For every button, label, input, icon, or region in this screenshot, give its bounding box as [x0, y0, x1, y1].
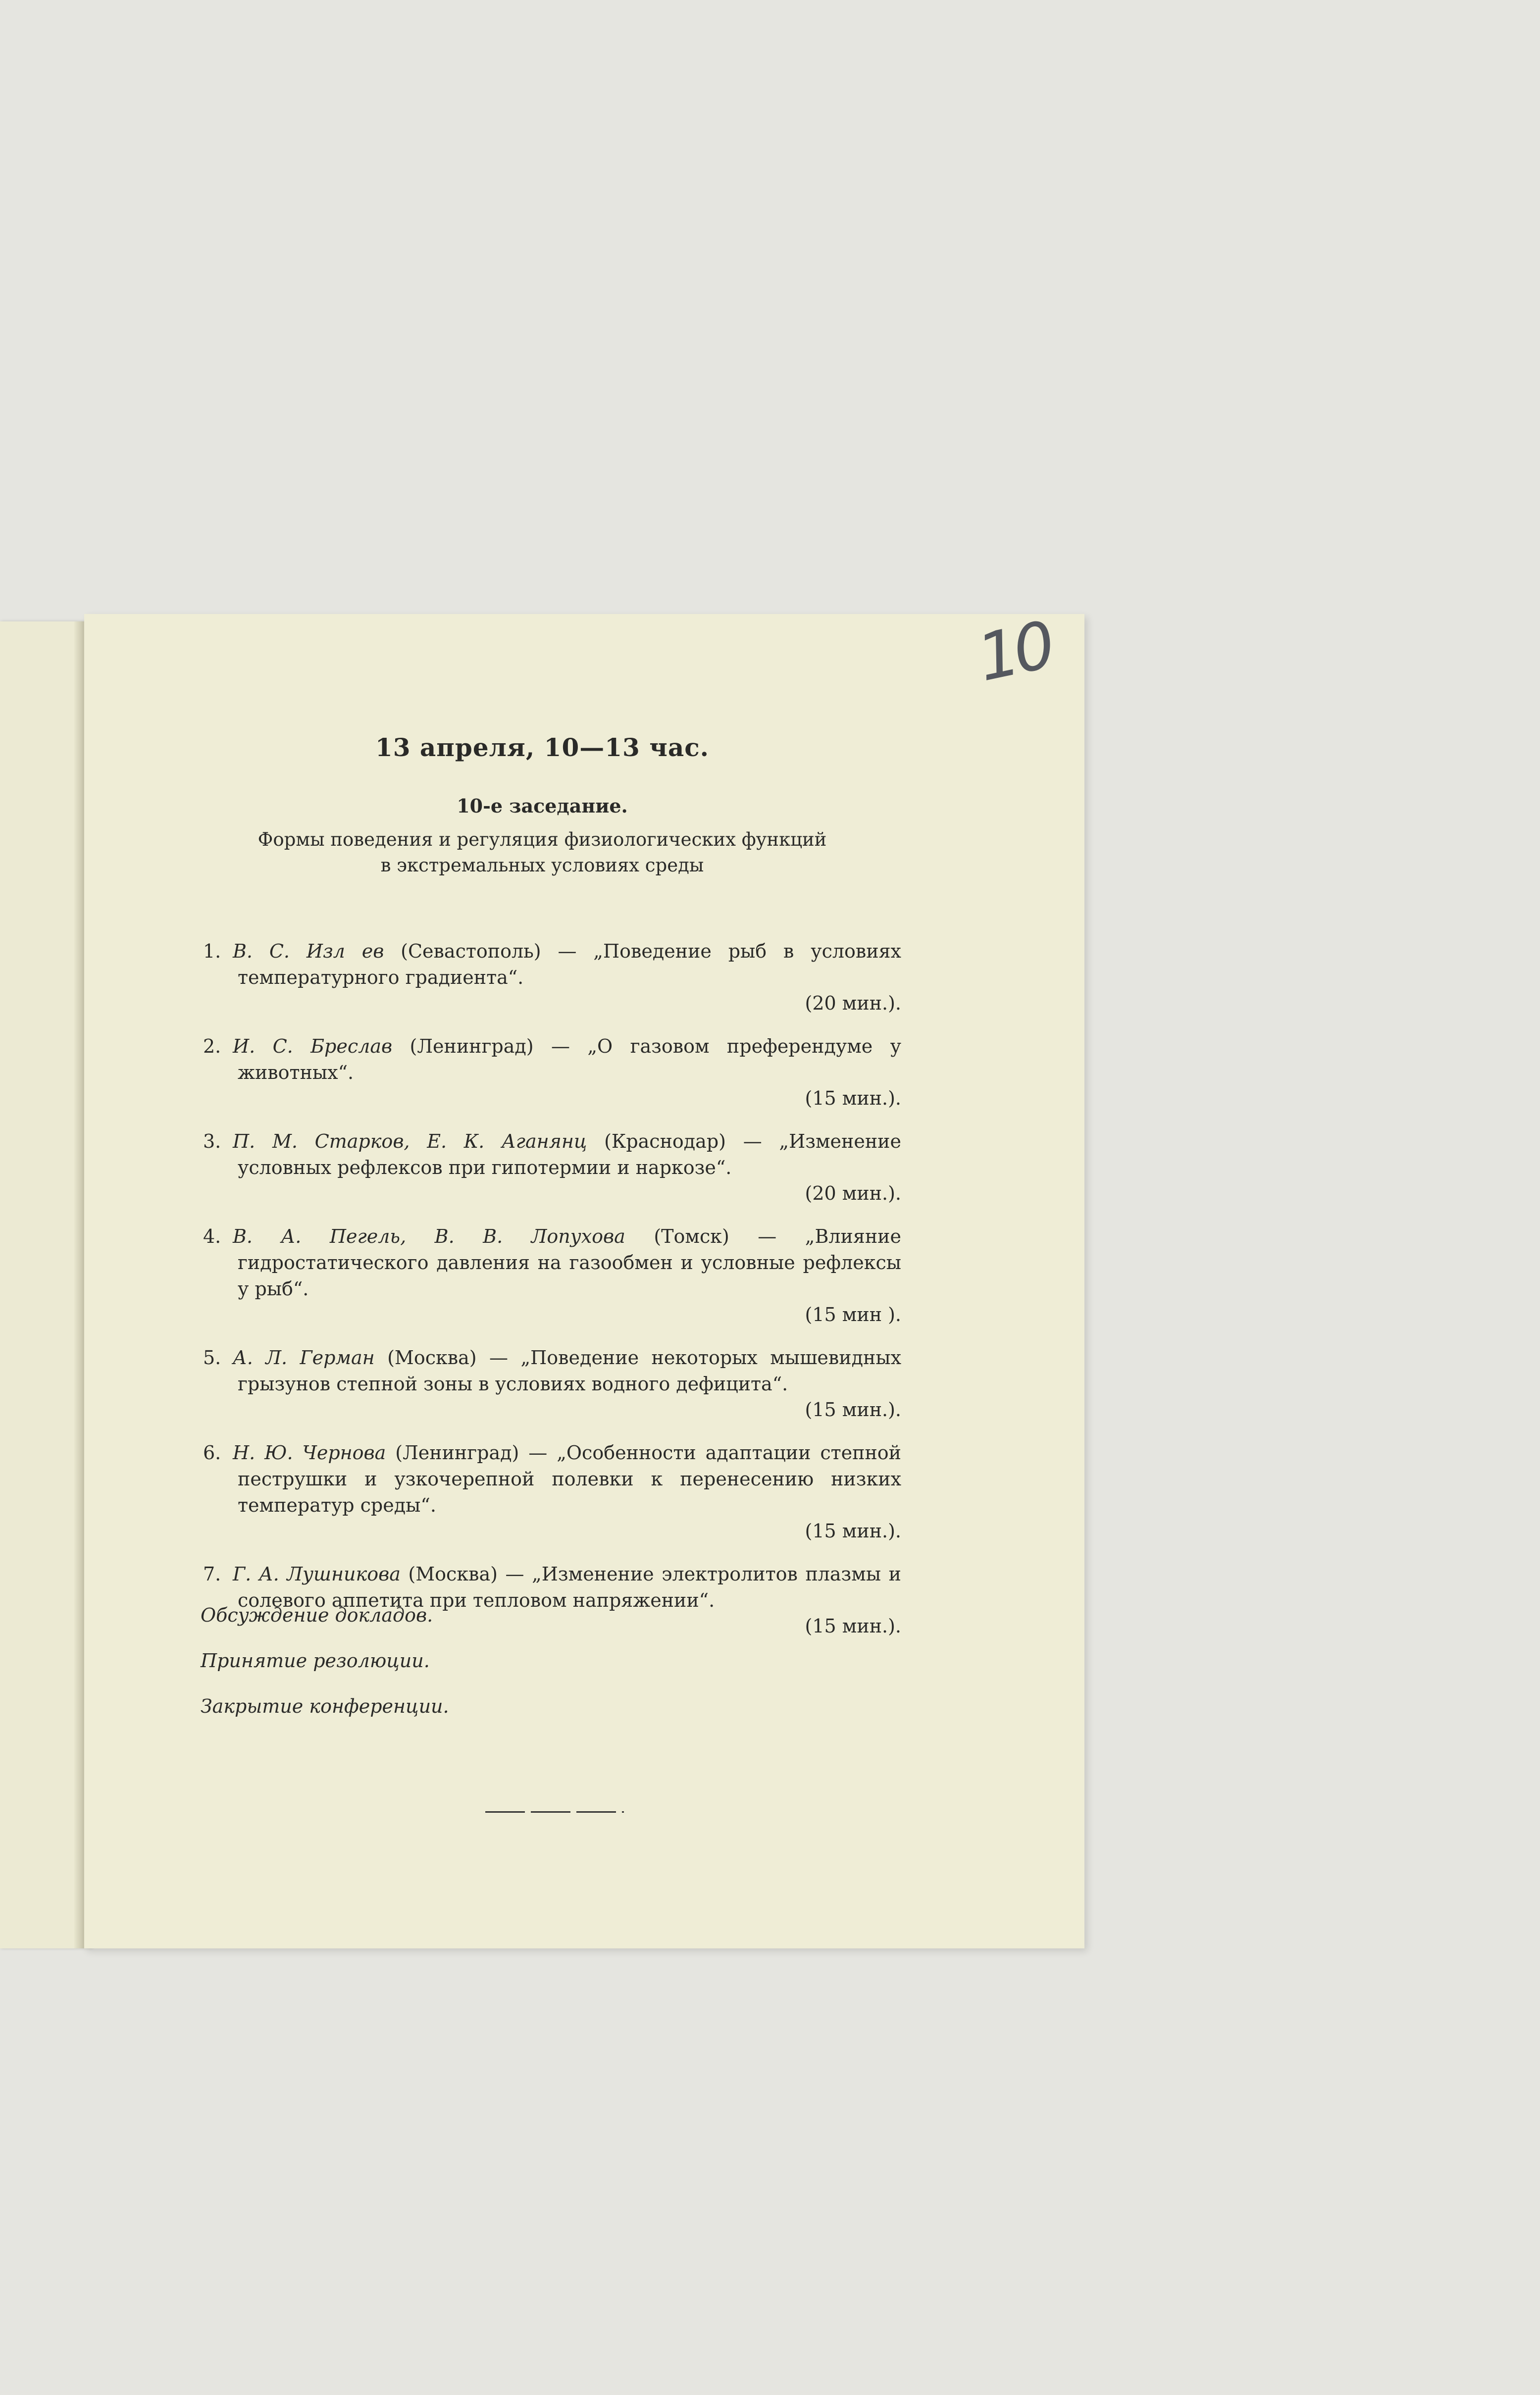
talk-duration: (15 мин.). [805, 1087, 901, 1109]
talk-number: 2. [203, 1035, 221, 1057]
talk-title: (Москва) — „Поведение некоторых мышевидных грызунов степной зоны в условиях водного дефицита“. [238, 1347, 901, 1395]
talk-duration: (20 мин.). [805, 1182, 901, 1204]
theme-line: Формы поведения и регуляция физиологических функций [257, 829, 827, 850]
booklet-page [84, 607, 1084, 1948]
closing-resolution: Принятие резолюции. [201, 1650, 430, 1672]
talk-title: (Томск) — „Влияние гидростатического давления на газообмен и условные рефлексы у рыб“. [238, 1225, 901, 1300]
talk-duration: (15 мин.). [805, 1399, 901, 1421]
closing-conference: Закрытие конференции. [201, 1695, 449, 1717]
talk-title: (Севастополь) — „Поведение рыб в условиях температурного градиента“. [238, 940, 901, 988]
talk-duration: (15 мин.). [805, 1520, 901, 1542]
talk-duration: (15 мин ). [805, 1304, 901, 1325]
talk-title: (Краснодар) — „Изменение условных рефлексов при гипотермии и наркозе“. [238, 1130, 901, 1178]
talk-number: 7. [203, 1563, 221, 1585]
talk-number: 6. [203, 1442, 221, 1464]
date-heading: 13 апреля, 10—13 час. [375, 733, 710, 762]
talk-item [188, 1128, 901, 1206]
talk-number: 5. [203, 1347, 221, 1369]
talk-item [188, 1440, 901, 1543]
talk-authors: П. М. Старков, Е. К. Аганянц [233, 1130, 587, 1152]
talk-number: 1. [203, 940, 221, 962]
talk-number: 3. [203, 1130, 221, 1152]
handwritten-page-number: 10 [971, 607, 1057, 696]
talk-item [188, 938, 901, 1016]
closing-items [201, 1604, 449, 1741]
talk-authors: В. А. Пегель, В. В. Лопухова [233, 1225, 625, 1247]
theme-line: в экстремальных условиях среды [380, 855, 704, 876]
talk-item [188, 1033, 901, 1111]
talk-authors: Г. А. Лушникова [233, 1563, 401, 1585]
end-rule [485, 1811, 624, 1813]
talk-list [188, 938, 901, 1656]
talk-item [188, 1345, 901, 1422]
talk-title: (Москва) — „Изменение электролитов плазмы и солевого аппетита при тепловом напряжении“. [238, 1563, 901, 1611]
talk-title: (Ленинград) — „О газовом преферендуме у животных“. [238, 1035, 901, 1083]
talk-number: 4. [203, 1225, 221, 1247]
talk-duration: (15 мин.). [805, 1615, 901, 1637]
talk-authors: И. С. Бреслав [233, 1035, 393, 1057]
talk-authors: В. С. Изл ев [233, 940, 384, 962]
session-title: 10-е заседание. [457, 795, 628, 817]
talk-duration: (20 мин.). [805, 992, 901, 1014]
talk-item [188, 1223, 901, 1327]
closing-discussion: Обсуждение докладов. [201, 1604, 433, 1626]
talk-authors: Н. Ю. Чернова [233, 1442, 386, 1464]
talk-authors: А. Л. Герман [233, 1347, 375, 1369]
session-theme [84, 827, 1000, 878]
talk-title: (Ленинград) — „Особенности адаптации степной пеструшки и узкочерепной полевки к перенесению низких температур среды“. [238, 1442, 902, 1516]
